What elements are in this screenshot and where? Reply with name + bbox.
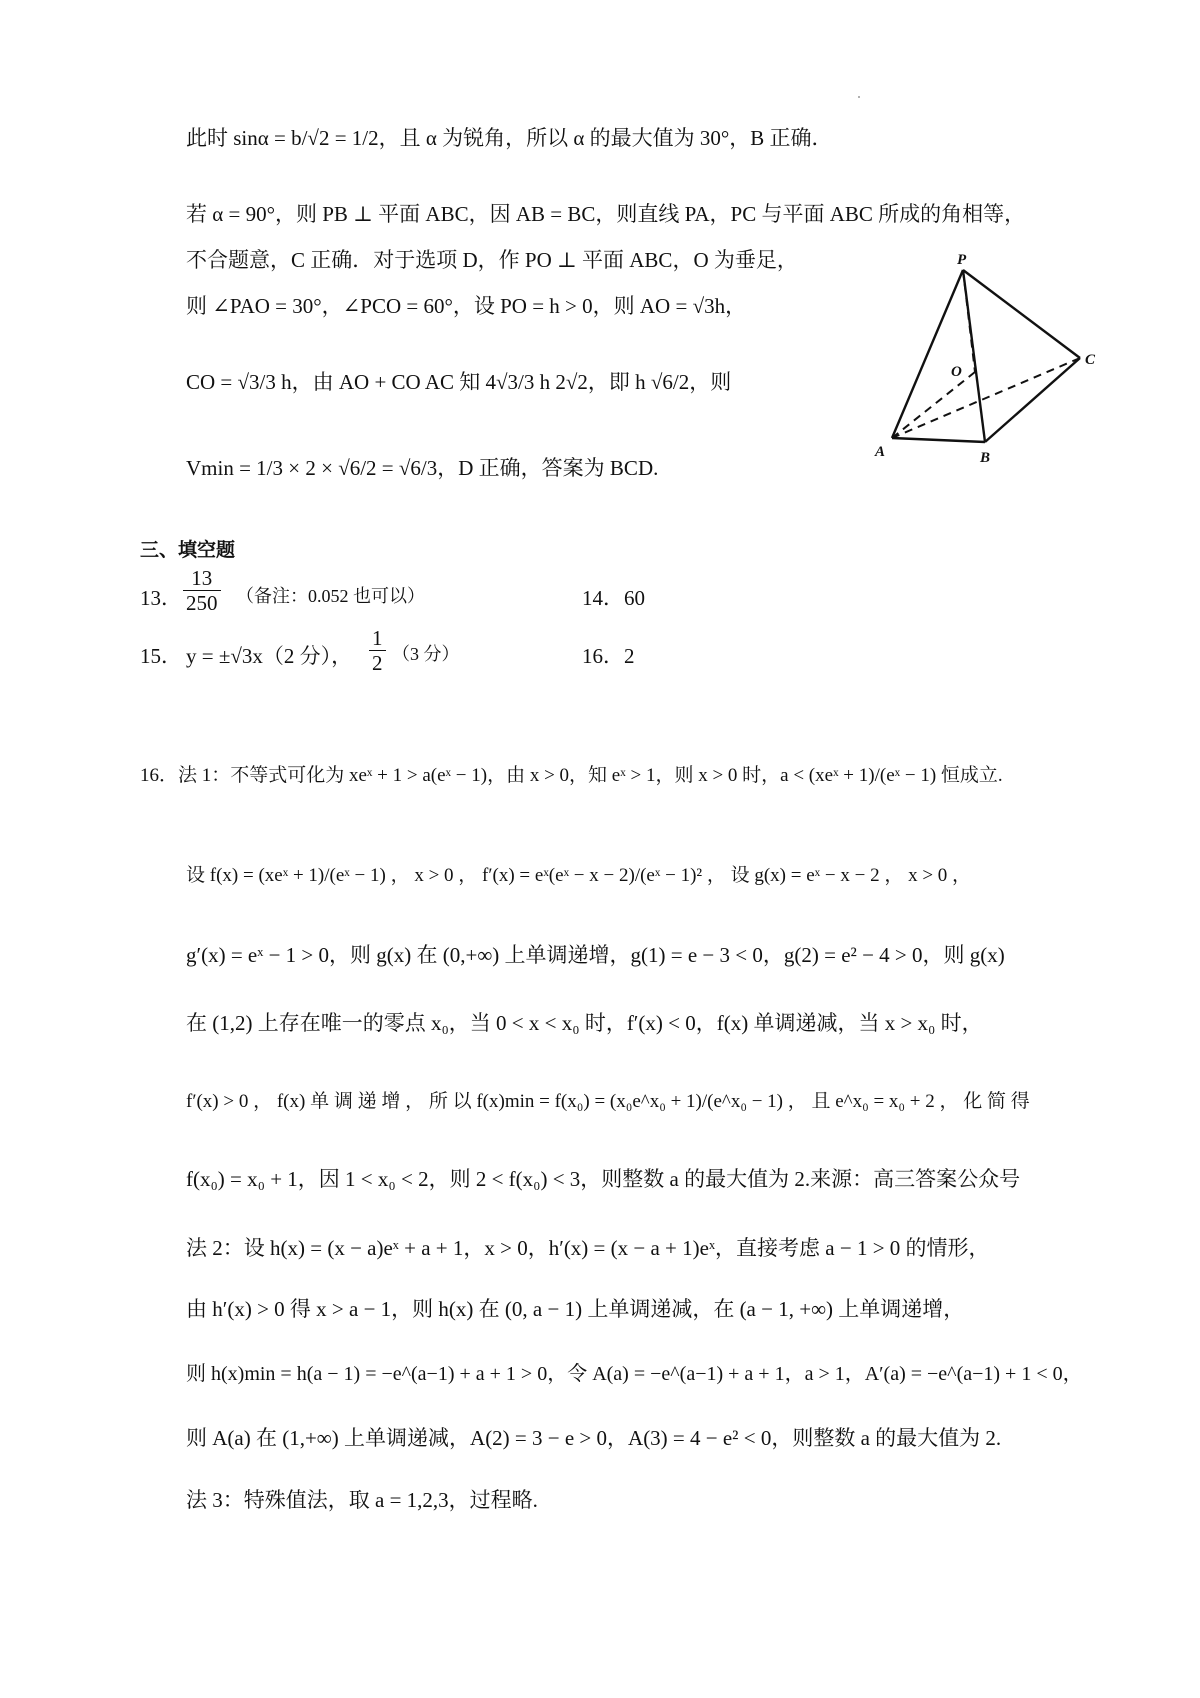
solution-line-6: Vmin = 1/3 × 2 × √6/2 = √6/3，D 正确，答案为 BCD. (186, 456, 659, 480)
answer-13-fraction (180, 566, 224, 615)
label-o: O (951, 364, 962, 380)
label-c: C (1085, 352, 1096, 368)
solution-16-line-6: f(x₀) = x₀ + 1，因 1 < x₀ < 2，则 2 < f(x₀) < 3，则整数 a 的最大值为 2.来源：高三答案公众号 (186, 1167, 1021, 1191)
solution-16-line-8: 由 h′(x) > 0 得 x > a − 1，则 h(x) 在 (0, a − 1) 上单调递减，在 (a − 1, +∞) 上单调递增， (186, 1297, 965, 1321)
solution-line-5: CO = √3/3 h，由 AO + CO AC 知 4√3/3 h 2√2，即 h √6/2，则 (186, 370, 732, 394)
solution-16-line-4: 在 (1,2) 上存在唯一的零点 x₀，当 0 < x < x₀ 时，f′(x) < 0，f(x) 单调递减，当 x > x₀ 时， (186, 1011, 983, 1035)
solution-16-line-2: 设 f(x) = (xeˣ + 1)/(eˣ − 1) ， x > 0 ， f′(x) = eˣ(eˣ − x − 2)/(eˣ − 1)² ， 设 g(x) = eˣ − x − 2 ， x > 0 ， (186, 865, 972, 886)
solution-16-line-10: 则 A(a) 在 (1,+∞) 上单调递减，A(2) = 3 − e > 0，A(3) = 4 − e² < 0，则整数 a 的最大值为 2. (186, 1426, 1002, 1450)
solution-line-4: 则 ∠PAO = 30°，∠PCO = 60°，设 PO = h > 0，则 AO = √3h， (186, 294, 747, 318)
answer-15-asymptote: y = ±√3x（2 分）， (186, 644, 353, 668)
solution-16-line-5: f′(x) > 0 ， f(x) 单 调 递 增 ， 所 以 f(x)min = f(x₀) = (x₀e^x₀ + 1)/(e^x₀ − 1) ， 且 e^x₀ = x₀ + 2 ， 化 简 得 (186, 1091, 1030, 1112)
speck (858, 96, 860, 98)
solution-16-line-1: 16．法 1：不等式可化为 xeˣ + 1 > a(eˣ − 1)，由 x > 0，知 eˣ > 1，则 x > 0 时，a < (xeˣ + 1)/(eˣ − 1) 恒成立. (140, 765, 1003, 786)
answer-15-points: （3 分） (392, 644, 460, 664)
solution-16-line-3: g′(x) = eˣ − 1 > 0，则 g(x) 在 (0,+∞) 上单调递增，g(1) = e − 3 < 0，g(2) = e² − 4 > 0，则 g(x) (186, 943, 1005, 967)
answer-13-number: 13． (140, 586, 182, 610)
answer-13-note: （备注：0.052 也可以） (236, 586, 425, 606)
label-b: B (980, 450, 991, 466)
label-a: A (875, 444, 886, 460)
answer-15-fraction: $\frac{1}{2}$ (366, 626, 389, 675)
solution-line-1: 此时 sinα = b/√2 = 1/2，且 α 为锐角，所以 α 的最大值为 30°，B 正确． (186, 126, 833, 150)
answer-13-numerator: 13 (191, 566, 213, 590)
answer-16: 16．2 (582, 644, 635, 668)
solution-line-2: 若 α = 90°，则 PB ⊥ 平面 ABC，因 AB = BC，则直线 PA，PC 与平面 ABC 所成的角相等， (186, 202, 1026, 226)
solution-16-line-7: 法 2：设 h(x) = (x − a)eˣ + a + 1，x > 0，h′(x) = (x − a + 1)eˣ，直接考虑 a − 1 > 0 的情形， (186, 1236, 990, 1260)
solution-16-line-9: 则 h(x)min = h(a − 1) = −e^(a−1) + a + 1 > 0，令 A(a) = −e^(a−1) + a + 1，a > 1，A′(a) = −e^(a−1) + 1 < 0， (186, 1363, 1083, 1385)
section-title: 三、填空题 (140, 539, 236, 561)
label-p: P (957, 252, 967, 268)
answer-15-number: 15． (140, 644, 182, 668)
answer-13-denominator: 250 (183, 590, 221, 615)
tetrahedron-figure (835, 252, 1105, 508)
solution-line-3: 不合题意，C 正确．对于选项 D，作 PO ⊥ 平面 ABC，O 为垂足， (186, 248, 798, 272)
solution-16-line-11: 法 3：特殊值法，取 a = 1,2,3，过程略. (186, 1488, 538, 1512)
answer-14: 14．60 (582, 586, 645, 610)
